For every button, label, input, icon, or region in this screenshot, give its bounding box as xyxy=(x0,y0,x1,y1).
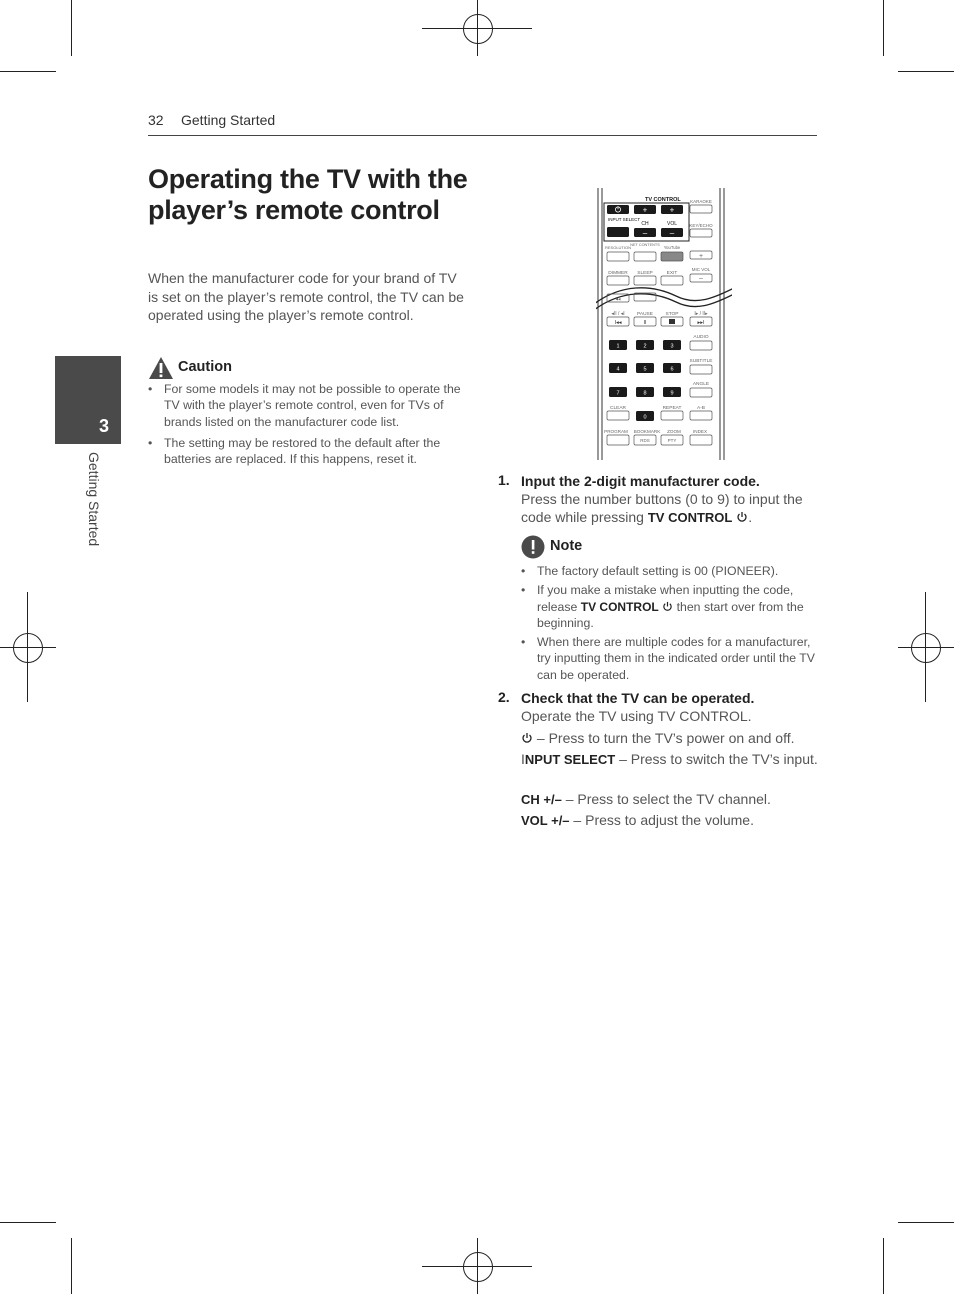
svg-text:MIC VOL: MIC VOL xyxy=(691,267,711,272)
svg-text:II: II xyxy=(643,320,647,326)
svg-text:PTY: PTY xyxy=(667,438,677,443)
svg-text:◂◂: ◂◂ xyxy=(615,296,621,303)
note-item: • The factory default setting is 00 (PIONEER). xyxy=(521,563,819,579)
step-1-text-b: . xyxy=(748,509,753,526)
input-select-description xyxy=(521,750,821,770)
svg-text:–: – xyxy=(642,228,648,238)
crop-mark xyxy=(883,1238,884,1294)
power-icon xyxy=(521,732,533,744)
svg-text:NET CONTENTS: NET CONTENTS xyxy=(630,243,660,247)
svg-text:EXIT: EXIT xyxy=(666,271,678,276)
vol-label: VOL xyxy=(666,221,678,227)
page-title: Operating the TV with the player’s remote control xyxy=(148,164,468,225)
svg-text:STOP: STOP xyxy=(665,312,679,317)
svg-text:INDEX: INDEX xyxy=(692,429,708,434)
svg-text:DIMMER: DIMMER xyxy=(608,271,628,276)
svg-text:YouTube: YouTube xyxy=(663,245,681,250)
running-header: Getting Started xyxy=(181,112,276,128)
chapter-number xyxy=(55,416,121,437)
crop-mark xyxy=(0,71,56,72)
step-1-text xyxy=(521,490,821,527)
chapter-number-text: 3 xyxy=(98,416,109,436)
vol-button-ref: VOL +/– xyxy=(521,813,570,828)
svg-text:3: 3 xyxy=(670,343,674,350)
step-2-text: Operate the TV using TV CONTROL. xyxy=(521,708,752,725)
svg-text:I◂◂: I◂◂ xyxy=(614,320,622,326)
note-item-2-a: If you make a mistake when inputting the code, release xyxy=(537,583,794,614)
input-desc-text: – Press to switch the TV’s input. xyxy=(615,751,818,767)
svg-text:◂II / ◂I: ◂II / ◂I xyxy=(611,311,625,317)
ch-button-ref: CH +/– xyxy=(521,792,562,807)
svg-text:AUDIO: AUDIO xyxy=(693,335,709,340)
note-list xyxy=(521,563,819,686)
svg-text:–: – xyxy=(699,275,703,283)
power-icon xyxy=(662,601,673,612)
caution-list xyxy=(148,381,466,472)
step-2-title: Check that the TV can be operated. xyxy=(521,690,755,706)
power-icon xyxy=(736,511,748,523)
ch-desc-text: – Press to select the TV channel. xyxy=(561,791,771,807)
tv-control-label: TV CONTROL xyxy=(645,197,681,203)
svg-text:KARAOKE: KARAOKE xyxy=(690,199,712,204)
svg-text:+: + xyxy=(698,253,704,260)
registration-mark xyxy=(898,647,954,648)
svg-text:SLEEP: SLEEP xyxy=(637,271,653,276)
svg-text:1: 1 xyxy=(616,343,620,350)
caution-title: Caution xyxy=(178,359,232,375)
registration-mark xyxy=(463,14,493,44)
note-item-2-b: then start over from the beginning. xyxy=(537,599,804,630)
crop-mark xyxy=(883,0,884,56)
registration-mark xyxy=(477,1238,478,1294)
svg-text:A-B: A-B xyxy=(697,406,705,411)
step-1-text-a: Press the number buttons (0 to 9) to input the code while pressing xyxy=(521,491,803,526)
input-prefix: I xyxy=(521,751,525,767)
svg-text:5: 5 xyxy=(643,366,647,373)
svg-text:BOOKMARK: BOOKMARK xyxy=(633,429,661,434)
svg-text:SUBTITLE: SUBTITLE xyxy=(689,359,713,364)
caution-item: • For some models it may not be possible to operate the TV with the player’s remote control, even for TVs of brands listed on the manufacturer code list. xyxy=(148,381,466,430)
registration-mark xyxy=(0,647,56,648)
power-description xyxy=(521,729,821,748)
registration-mark xyxy=(27,592,28,702)
svg-text:8: 8 xyxy=(643,390,647,397)
page-number: 32 xyxy=(148,112,164,128)
registration-mark xyxy=(477,0,478,56)
registration-mark xyxy=(911,633,941,663)
svg-text:REPEAT: REPEAT xyxy=(662,406,682,411)
svg-text:–: – xyxy=(669,228,675,238)
svg-text:PAUSE: PAUSE xyxy=(637,312,653,317)
svg-text:+: + xyxy=(642,205,648,215)
tv-control-button-ref: TV CONTROL xyxy=(580,599,659,614)
svg-text:ZOOM: ZOOM xyxy=(667,429,681,434)
vol-desc-text: – Press to adjust the volume. xyxy=(569,812,754,828)
note-item: • When there are multiple codes for a manufacturer, try inputting them in the indicated order until the TV can be operated. xyxy=(521,634,819,683)
svg-text:RESOLUTION: RESOLUTION xyxy=(604,245,632,250)
svg-text:4: 4 xyxy=(616,366,620,373)
registration-mark xyxy=(925,592,926,702)
crop-mark xyxy=(898,1222,954,1223)
caution-item: • The setting may be restored to the default after the batteries are replaced. If this happens, reset it. xyxy=(148,435,466,468)
svg-text:▸▸I: ▸▸I xyxy=(697,320,705,326)
svg-text:CLEAR: CLEAR xyxy=(610,406,626,411)
crop-mark xyxy=(898,71,954,72)
power-desc-text: – Press to turn the TV’s power on and off. xyxy=(533,730,795,746)
crop-mark xyxy=(71,1238,72,1294)
registration-mark xyxy=(13,633,43,663)
svg-text:2: 2 xyxy=(643,343,647,350)
svg-text:0: 0 xyxy=(643,414,647,421)
svg-text:ANGLE: ANGLE xyxy=(692,382,710,387)
tv-control-button-ref: TV CONTROL xyxy=(647,510,733,526)
note-title: Note xyxy=(550,538,583,554)
svg-text:KEY/ECHO: KEY/ECHO xyxy=(689,223,713,228)
intro-paragraph: When the manufacturer code for your brand of TV is set on the player’s remote control, the TV can be operated using the player’s remote control. xyxy=(148,270,464,324)
vol-description xyxy=(521,811,821,831)
crop-mark xyxy=(71,0,72,56)
registration-mark xyxy=(463,1252,493,1282)
svg-text:7: 7 xyxy=(616,390,620,397)
crop-mark xyxy=(0,1222,56,1223)
svg-text:6: 6 xyxy=(670,366,674,373)
step-1-number: 1. xyxy=(498,472,510,488)
step-1 xyxy=(521,472,821,528)
step-2-number: 2. xyxy=(498,689,510,705)
step-2 xyxy=(521,689,821,725)
input-select-button-ref: NPUT SELECT xyxy=(524,752,616,767)
svg-text:+: + xyxy=(669,205,675,215)
svg-text:PROGRAM: PROGRAM xyxy=(604,429,628,434)
ch-label: CH xyxy=(641,221,649,227)
chapter-label: Getting Started xyxy=(86,452,102,547)
svg-text:RDS: RDS xyxy=(640,438,650,443)
svg-text:I▸ / II▸: I▸ / II▸ xyxy=(694,311,708,317)
note-item xyxy=(521,582,819,631)
svg-text:9: 9 xyxy=(670,390,674,397)
header-rule xyxy=(148,135,817,136)
ch-description xyxy=(521,790,821,810)
input-select-label: INPUT SELECT xyxy=(608,217,641,222)
remote-control-illustration xyxy=(596,188,732,460)
note-icon xyxy=(521,535,545,564)
step-1-title: Input the 2-digit manufacturer code. xyxy=(521,473,760,489)
